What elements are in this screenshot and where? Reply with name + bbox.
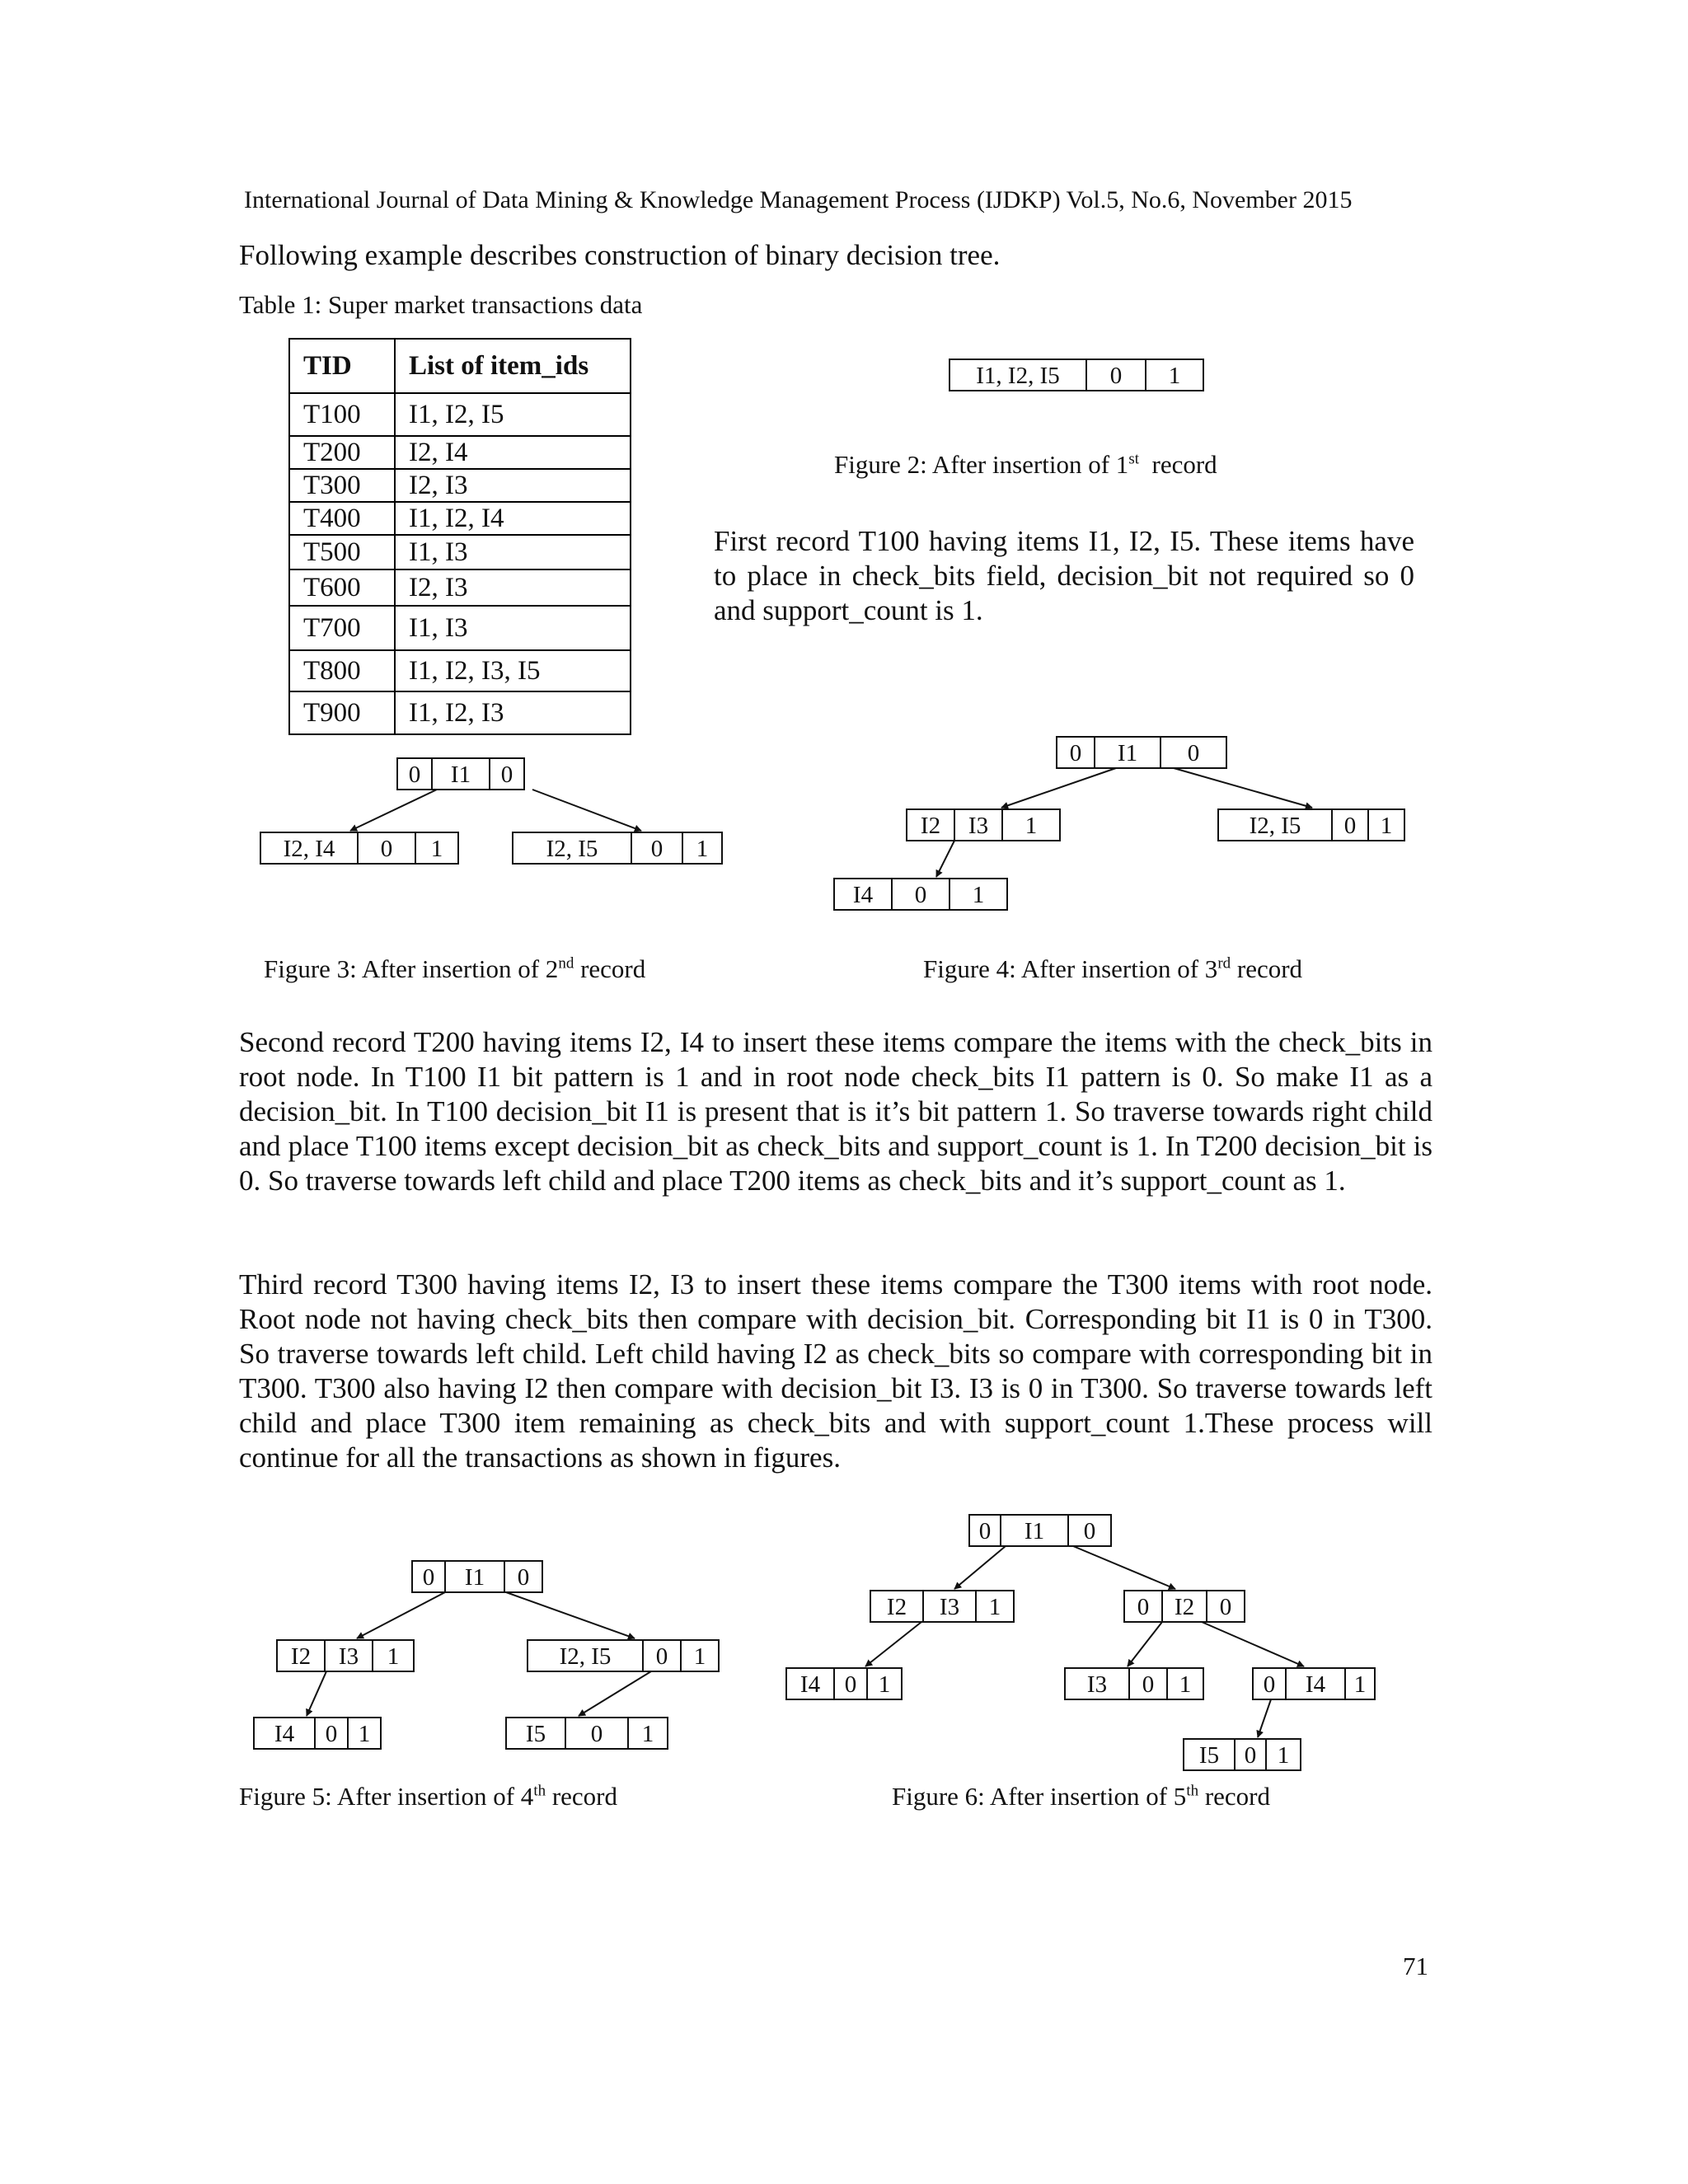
node-cell-label: I1 <box>1024 1518 1045 1544</box>
node-cell-label: I4 <box>799 1671 821 1698</box>
node-cell-label: 0 <box>914 882 927 908</box>
tree-edge-arrow <box>1202 1622 1304 1666</box>
table-cell: T800 <box>289 650 395 691</box>
node-cell-label: I4 <box>274 1721 295 1747</box>
table-cell: T200 <box>289 436 395 469</box>
table-cell: T300 <box>289 469 395 502</box>
tree-edge-arrow <box>1073 1546 1175 1589</box>
table-header-cell: TID <box>289 339 395 393</box>
tree-edge-arrow <box>579 1671 651 1716</box>
figure6-root-node <box>969 1515 1111 1546</box>
table-cell: I1, I3 <box>395 535 631 569</box>
node-cell-label: I3 <box>338 1643 359 1670</box>
node-cell-label: I2, I5 <box>559 1643 612 1670</box>
figure6-right-left-node <box>1065 1668 1203 1699</box>
caption-text: record <box>574 954 646 983</box>
caption-text: Figure 2: After insertion of 1 <box>834 450 1129 479</box>
node-cell-label: 0 <box>1083 1518 1096 1544</box>
figure5-left-node <box>277 1640 414 1671</box>
node-cell-label: I1, I2, I5 <box>976 363 1060 389</box>
node-cell-label: I1 <box>450 762 471 788</box>
tree-edge-arrow <box>936 841 954 877</box>
figure5-root-node <box>412 1561 542 1592</box>
node-cell-label: 1 <box>358 1721 371 1747</box>
table-cell: T600 <box>289 569 395 606</box>
node-cell-label: 0 <box>408 762 421 788</box>
node-cell-label: 1 <box>696 836 709 862</box>
figure6-right-node <box>1124 1591 1245 1622</box>
node-cell-label: I5 <box>1198 1742 1220 1769</box>
node-cell-label: I2 <box>886 1594 907 1620</box>
first-record-paragraph: First record T100 having items I1, I2, I5. These items have to place in check_bits field, decision_bit not required so 0 and support_count is 1. <box>714 525 1414 626</box>
tree-edge-arrow <box>350 790 437 831</box>
caption-text: Figure 3: After insertion of 2 <box>264 954 559 983</box>
node-cell-label: 0 <box>1137 1594 1150 1620</box>
caption-text: record <box>1231 954 1303 983</box>
node-cell-label: 0 <box>978 1518 992 1544</box>
figure4-left-node <box>907 809 1060 841</box>
node-cell-label: 1 <box>1353 1671 1367 1698</box>
node-cell-label: I3 <box>939 1594 960 1620</box>
node-cell-label: I4 <box>1305 1671 1326 1698</box>
table-cell: I2, I3 <box>395 469 631 502</box>
tree-edge-arrow <box>1258 1699 1271 1737</box>
caption-text: record <box>546 1782 618 1811</box>
figure3-root-node <box>397 758 524 790</box>
caption-text: record <box>1198 1782 1271 1811</box>
table-cell: I2, I3 <box>395 569 631 606</box>
table-header-cell: List of item_ids <box>395 339 631 393</box>
second-record-paragraph: Second record T200 having items I2, I4 to insert these items compare the items with the check_bits in root node. In T100 I1 bit pattern is 1 and in root node check_bits I1 pattern is 0. So make I1 as a decision_bit. In T100 decision_bit I1 is present that is it’s bit pattern 1. So traverse towards right child and place T100 items except decision_bit as check_bits and support_count is 1. In T200 decision_bit is 0. So traverse towards left child and place T200 items as check_bits and it’s support_count as 1. <box>239 1026 1432 1197</box>
node-cell-label: 0 <box>325 1721 338 1747</box>
journal-header: International Journal of Data Mining & Knowledge Management Process (IJDKP) Vol.5, No.6, November 2015 <box>244 186 1353 213</box>
table-cell: I1, I3 <box>395 606 631 650</box>
caption-text: Figure 6: After insertion of 5 <box>892 1782 1187 1811</box>
node-cell-label: 0 <box>1142 1671 1155 1698</box>
tree-nodes <box>254 359 1404 1770</box>
node-cell-label: 1 <box>878 1671 891 1698</box>
node-cell-label: I3 <box>968 813 989 839</box>
figure4-root-node <box>1057 737 1226 768</box>
node-cell-label: 0 <box>650 836 663 862</box>
figure4-left-left-node <box>834 879 1007 910</box>
node-cell-label: 0 <box>590 1721 603 1747</box>
node-cell-label: 1 <box>430 836 443 862</box>
figure3-left-node <box>260 832 458 864</box>
node-cell-label: 0 <box>500 762 513 788</box>
third-record-paragraph: Third record T300 having items I2, I3 to insert these items compare the T300 items with root node. Root node not having check_bits then compare with decision_bit. Corresponding bit I1 is 0 in T300. So traverse towards left child. Left child having I2 as check_bits so compare with corresponding bit in T300. T300 also having I2 then compare with decision_bit I3. I3 is 0 in T300. So traverse towards left child and place T300 item remaining as check_bits and with support_count 1.These process will continue for all the transactions as shown in figures. <box>239 1268 1432 1474</box>
node-cell-label: 0 <box>844 1671 857 1698</box>
table-cell: T100 <box>289 393 395 436</box>
node-cell-label: 0 <box>517 1564 530 1591</box>
table-caption: Table 1: Super market transactions data <box>239 290 643 319</box>
node-cell-label: 0 <box>1343 813 1357 839</box>
caption-superscript: th <box>533 1782 546 1800</box>
figure6-left-node <box>870 1591 1014 1622</box>
figure2-node <box>950 359 1203 391</box>
node-cell-label: 0 <box>1187 740 1200 766</box>
node-cell-label: 1 <box>1277 1742 1290 1769</box>
node-cell-label: I5 <box>525 1721 546 1747</box>
node-cell-label: I1 <box>1117 740 1138 766</box>
node-cell-label: I2 <box>1174 1594 1195 1620</box>
node-cell-label: 1 <box>1380 813 1393 839</box>
figure4-right-node <box>1218 809 1404 841</box>
tree-edge-arrow <box>1174 768 1312 808</box>
figure6-bottom-node <box>1184 1739 1301 1770</box>
node-cell-label: 0 <box>1069 740 1082 766</box>
table-cell: I1, I2, I4 <box>395 502 631 535</box>
node-cell-label: 0 <box>1109 363 1123 389</box>
node-cell-label: 0 <box>1219 1594 1232 1620</box>
node-cell-label: I4 <box>852 882 874 908</box>
tree-edge-arrow <box>357 1592 445 1638</box>
figure5-left-left-node <box>254 1718 381 1749</box>
caption-superscript: th <box>1186 1782 1199 1800</box>
node-cell-label: I1 <box>464 1564 485 1591</box>
tree-edge-arrow <box>954 1546 1006 1589</box>
node-cell-label: 1 <box>1025 813 1038 839</box>
node-cell-label: 0 <box>655 1643 668 1670</box>
node-cell-label: 1 <box>387 1643 400 1670</box>
table-cell: T700 <box>289 606 395 650</box>
caption-superscript: rd <box>1217 954 1231 972</box>
node-cell-label: I2 <box>920 813 941 839</box>
node-cell-label: I2, I5 <box>546 836 598 862</box>
table-cell: T900 <box>289 691 395 734</box>
table-cell: I1, I2, I5 <box>395 393 631 436</box>
figure6-right-right-node <box>1253 1668 1375 1699</box>
caption-superscript: st <box>1128 450 1139 468</box>
table-cell: T400 <box>289 502 395 535</box>
node-cell-label: 0 <box>1244 1742 1257 1769</box>
tree-edge-arrow <box>1128 1622 1162 1666</box>
caption-superscript: nd <box>558 954 574 972</box>
node-cell-label: I2 <box>290 1643 312 1670</box>
node-cell-label: 1 <box>641 1721 654 1747</box>
node-cell-label: 1 <box>1168 363 1181 389</box>
node-cell-label: I2, I4 <box>283 836 335 862</box>
caption-text: record <box>1139 450 1217 479</box>
figure6-left-left-node <box>786 1668 902 1699</box>
intro-sentence: Following example describes construction of binary decision tree. <box>239 239 1001 271</box>
tree-edge-arrow <box>506 1592 635 1638</box>
node-cell-label: 0 <box>422 1564 435 1591</box>
tree-edge-arrow <box>307 1671 326 1716</box>
node-cell-label: 1 <box>693 1643 706 1670</box>
table-cell: I2, I4 <box>395 436 631 469</box>
table-cell: I1, I2, I3 <box>395 691 631 734</box>
figure5-right-node <box>528 1640 719 1671</box>
node-cell-label: 1 <box>972 882 985 908</box>
figure3-right-node <box>513 832 722 864</box>
node-cell-label: 1 <box>988 1594 1001 1620</box>
tree-edge-arrow <box>1001 768 1116 808</box>
caption-text: Figure 5: After insertion of 4 <box>239 1782 534 1811</box>
node-cell-label: 0 <box>1263 1671 1276 1698</box>
figure5-right-left-node <box>506 1718 668 1749</box>
page-number: 71 <box>1403 1952 1428 1980</box>
node-cell-label: I2, I5 <box>1249 813 1301 839</box>
table-cell: T500 <box>289 535 395 569</box>
tree-edge-arrow <box>865 1622 921 1666</box>
tree-edge-arrow <box>532 790 641 831</box>
node-cell-label: 0 <box>380 836 393 862</box>
node-cell-label: 1 <box>1179 1671 1192 1698</box>
caption-text: Figure 4: After insertion of 3 <box>923 954 1218 983</box>
table-cell: I1, I2, I3, I5 <box>395 650 631 691</box>
node-cell-label: I3 <box>1086 1671 1108 1698</box>
